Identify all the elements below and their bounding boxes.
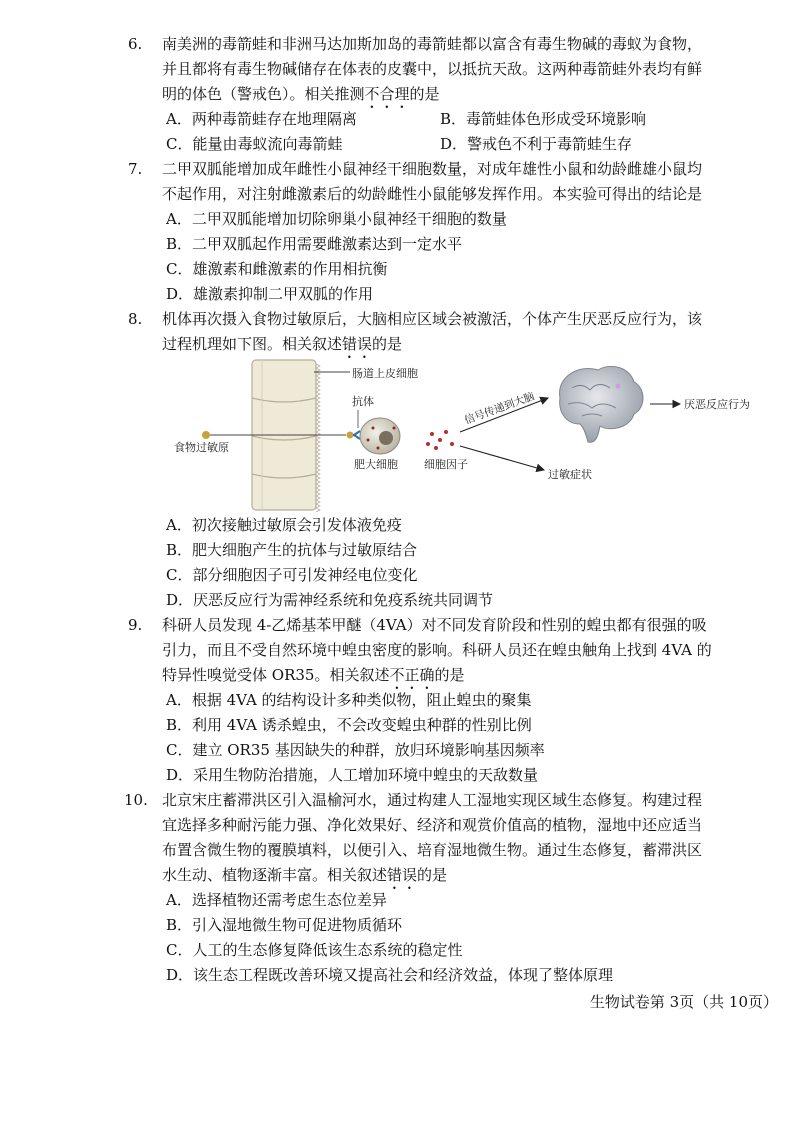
question-6-stem-line-2: 并且都将有毒生物碱储存在体表的皮囊中，以抵抗天敌。这两种毒箭蛙外表均有鲜 (162, 60, 703, 78)
question-8-option-a: A．初次接触过敏原会引发体液免疫 (166, 516, 402, 534)
question-10-number: 10. (124, 791, 148, 809)
question-10-option-b: B．引入湿地微生物可促进物质循环 (166, 916, 403, 934)
question-9-option-d: D．采用生物防治措施，人工增加环境中蝗虫的天敌数量 (166, 766, 539, 784)
question-7-option-c: C．雄激素和雌激素的作用相抗衡 (166, 260, 388, 278)
question-9-number: 9. (128, 616, 143, 634)
question-6-stem-line-1: 南美洲的毒箭蛙和非洲马达加斯加岛的毒箭蛙都以富含有毒生物碱的毒蚁为食物， (162, 35, 703, 53)
question-7-option-b: B．二甲双胍起作用需要雌激素达到一定水平 (166, 235, 463, 253)
question-8-number: 8. (128, 310, 143, 328)
signal-label: 信号传递到大脑 (462, 390, 537, 427)
cytokine-label: 细胞因子 (424, 458, 468, 471)
epithelium-label: 肠道上皮细胞 (352, 367, 418, 380)
allergen-label: 食物过敏原 (174, 441, 229, 454)
question-7-option-d: D．雄激素抑制二甲双胍的作用 (166, 285, 374, 303)
question-9-stem-line-1: 科研人员发现 4-乙烯基苯甲醚（4VA）对不同发育阶段和性别的蝗虫都有很强的吸 (162, 616, 707, 634)
symptom-label: 过敏症状 (548, 468, 592, 481)
emphasis-text: 不正确 (389, 666, 435, 684)
question-6-option-a: A．两种毒箭蛙存在地理隔离 (166, 110, 357, 128)
question-8-option-c: C．部分细胞因子可引发神经电位变化 (166, 566, 418, 584)
question-6-number: 6. (128, 35, 143, 53)
question-9-option-a: A．根据 4VA 的结构设计多种类似物，阻止蝗虫的聚集 (166, 691, 532, 709)
epithelium-cells (252, 360, 320, 512)
question-9-stem-line-3: 特异性嗅觉受体 OR35。相关叙述不正确的是 (162, 666, 465, 684)
mast-cell-label: 肥大细胞 (354, 458, 398, 471)
question-8-stem-line-2: 过程机理如下图。相关叙述错误的是 (162, 335, 403, 353)
question-10-option-a: A．选择植物还需考虑生态位差异 (166, 891, 387, 909)
question-9-option-b: B．利用 4VA 诱杀蝗虫，不会改变蝗虫种群的性别比例 (166, 716, 532, 734)
question-6-option-b: B．毒箭蛙体色形成受环境影响 (440, 110, 647, 128)
question-7-option-a: A．二甲双胍能增加切除卵巢小鼠神经干细胞的数量 (166, 210, 507, 228)
question-9-stem-line-2: 引力，而且不受自然环境中蝗虫密度的影响。科研人员还在蝗虫触角上找到 4VA 的 (162, 641, 712, 659)
question-8-stem-line-1: 机体再次摄入食物过敏原后，大脑相应区域会被激活，个体产生厌恶反应行为，该 (162, 310, 703, 328)
emphasis-text: 错误 (387, 866, 418, 884)
page-footer: 生物试卷第 3页（共 10页） (589, 993, 778, 1011)
question-8-option-d: D．厌恶反应行为需神经系统和免疫系统共同调节 (166, 591, 494, 609)
antibody-icon (353, 431, 360, 439)
question-10-option-c: C．人工的生态修复降低该生态系统的稳定性 (166, 941, 463, 959)
question-10-stem-line-3: 布置含微生物的覆膜填料，以便引入、培育湿地微生物。通过生态修复，蓄滞洪区 (162, 841, 703, 859)
emphasis-text: 错误 (342, 335, 373, 353)
question-6-option-d: D．警戒色不利于毒箭蛙生存 (440, 135, 633, 153)
allergen-dot (202, 431, 210, 439)
question-7-number: 7. (128, 160, 143, 178)
question-10-option-d: D．该生态工程既改善环境又提高社会和经济效益，体现了整体原理 (166, 966, 614, 984)
question-9-option-c: C．建立 OR35 基因缺失的种群，放归环境影响基因频率 (166, 741, 545, 759)
question-10-stem-line-4: 水生动、植物逐渐丰富。相关叙述错误的是 (162, 866, 448, 884)
brain-icon (560, 366, 643, 442)
question-7-stem-line-1: 二甲双胍能增加成年雌性小鼠神经干细胞数量，对成年雄性小鼠和幼龄雌雄小鼠均 (162, 160, 703, 178)
question-6-stem-line-3: 明的体色（警戒色）。相关推测不合理的是 (162, 85, 440, 103)
question-10-stem-line-1: 北京宋庄蓄滞洪区引入温榆河水，通过构建人工湿地实现区域生态修复。构建过程 (162, 791, 703, 809)
cytokine-dots (426, 430, 454, 450)
emphasis-text: 不合理 (364, 85, 410, 103)
allergy-mechanism-figure (168, 358, 768, 512)
antibody-label: 抗体 (352, 395, 374, 408)
question-10-stem-line-2: 宜选择多种耐污能力强、净化效果好、经济和观赏价值高的植物，湿地中还应适当 (162, 816, 703, 834)
behavior-label: 厌恶反应行为 (684, 398, 750, 411)
question-7-stem-line-2: 不起作用，对注射雌激素后的幼龄雌性小鼠能够发挥作用。本实验可得出的结论是 (162, 185, 703, 203)
question-6-option-c: C．能量由毒蚁流向毒箭蛙 (166, 135, 343, 153)
question-8-option-b: B．肥大细胞产生的抗体与过敏原结合 (166, 541, 418, 559)
